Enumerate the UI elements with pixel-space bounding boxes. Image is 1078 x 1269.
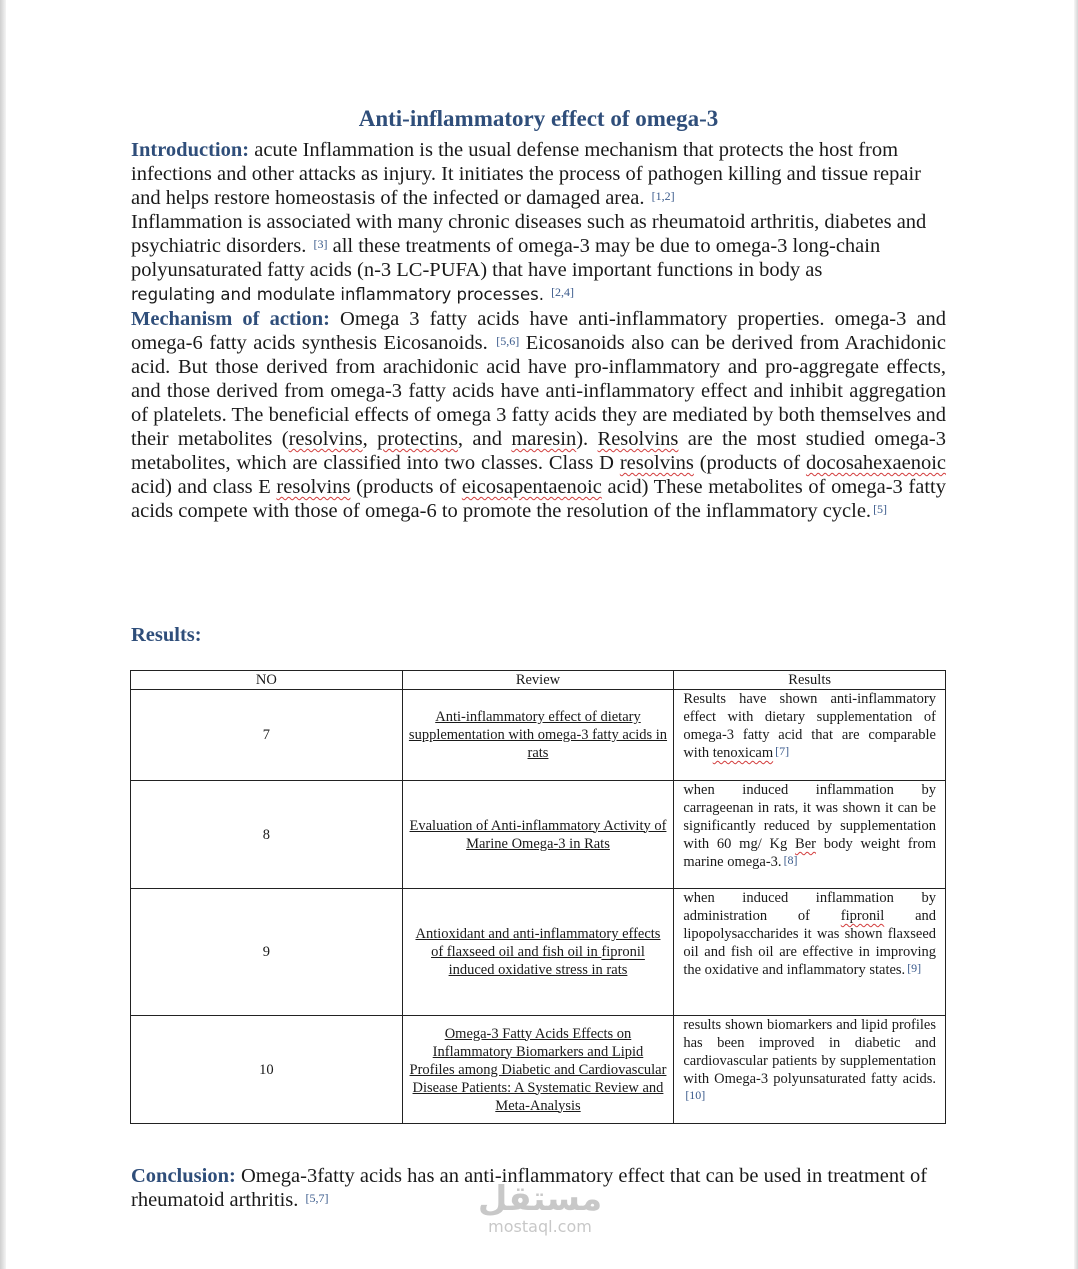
results-heading: Results: <box>131 624 202 646</box>
spellcheck-word[interactable]: Resolvins <box>597 428 679 450</box>
review-title[interactable]: Evaluation of Anti-inflammatory Activity of Marine Omega-3 in Rats <box>409 817 667 852</box>
result-text: Results have shown anti-inflammatory effect with dietary supplementation of omega-3 fatty acid that are comparable with <box>683 691 936 761</box>
spellcheck-word[interactable]: resolvins <box>619 452 694 474</box>
mechanism-heading: Mechanism of action: <box>131 308 330 330</box>
table-header-row <box>131 671 946 690</box>
table-row <box>131 1016 946 1124</box>
citation: [3] <box>313 237 328 251</box>
citation: [5,7] <box>305 1191 329 1205</box>
review-link[interactable] <box>402 690 674 781</box>
conclusion-text: Omega-3fatty acids has an anti-inflammatory effect that can be used in treatment of rheumatoid arthritis. <box>131 1165 928 1211</box>
column-header-results: Results <box>674 671 946 690</box>
mechanism-paragraph <box>131 307 946 523</box>
spellcheck-word[interactable]: Ber <box>795 836 816 852</box>
conclusion-heading: Conclusion: <box>131 1165 236 1187</box>
watermark-arabic: مستقل <box>477 1179 603 1219</box>
results-table <box>130 670 946 1124</box>
introduction-paragraph <box>131 138 946 307</box>
mechanism-text: , <box>362 428 378 450</box>
spellcheck-word[interactable]: protectins <box>377 428 458 450</box>
citation: [1,2] <box>651 189 675 203</box>
result-cell <box>674 690 946 781</box>
result-cell <box>674 1016 946 1124</box>
mechanism-text: Omega 3 fatty acids have anti-inflammatory properties. omega-3 and omega-6 fatty acids synthesis Eicosanoids. <box>131 308 946 354</box>
intro-text-4: regulating and modulate inflammatory processes. <box>131 285 544 304</box>
watermark-latin: mostaql.com <box>488 1217 592 1236</box>
page-title: Anti-inflammatory effect of omega-3 <box>358 106 719 131</box>
spellcheck-word[interactable]: tenoxicam <box>712 745 774 761</box>
citation: [8] <box>783 853 798 867</box>
column-header-no: NO <box>131 671 403 690</box>
spellcheck-word[interactable]: resolvins <box>288 428 363 450</box>
result-text: body weight from marine omega-3. <box>683 836 936 870</box>
row-number: 9 <box>131 889 403 1016</box>
page-edge-shadow <box>0 0 6 1269</box>
mechanism-text: (products of <box>693 452 806 474</box>
mechanism-text: Eicosanoids also can be derived from Arachidonic acid. But those derived from arachidonic acid have pro-inflammatory and pro-aggregate effects, and those derived from omega-3 fatty acids have anti-inflammatory effect and inhibit aggregation of platelets. The beneficial effects of omega 3 fatty acids they are mediated by both themselves and their metabolites ( <box>131 332 946 450</box>
intro-text-2: Inflammation is associated with many chronic diseases such as rheumatoid arthritis, diabetes and psychiatric disorders. <box>131 211 927 257</box>
review-title[interactable]: induced oxidative stress in rats <box>448 962 628 978</box>
result-text: when induced inflammation by administration of <box>683 890 936 924</box>
result-text: results shown biomarkers and lipid profiles has been improved in diabetic and cardiovascular patients by supplementation with Omega-3 polyunsaturated fatty acids. <box>683 1017 936 1087</box>
page-edge-shadow-right <box>1074 0 1078 1269</box>
review-link[interactable] <box>402 1016 674 1124</box>
spellcheck-word[interactable]: docosahexaenoic <box>805 452 946 474</box>
intro-text-3: all these treatments of omega-3 may be due to omega-3 long-chain polyunsaturated fatty acids (n-3 LC-PUFA) that have important functions in body as <box>131 235 881 281</box>
watermark-logo <box>470 1180 610 1236</box>
spellcheck-word[interactable]: resolvins <box>276 476 351 498</box>
mechanism-text: ). <box>576 428 598 450</box>
citation: [9] <box>907 961 922 975</box>
row-number: 10 <box>131 1016 403 1124</box>
table-row <box>131 690 946 781</box>
intro-text-1: acute Inflammation is the usual defense mechanism that protects the host from infections and other attacks as injury. It initiates the process of pathogen killing and tissue repair and helps restore homeostasis of the infected or damaged area. <box>131 139 921 209</box>
review-title[interactable]: Antioxidant and anti-inflammatory effects of flaxseed oil and fish oil in <box>415 926 661 960</box>
review-title[interactable]: Omega-3 Fatty Acids Effects on Inflammatory Biomarkers and Lipid Profiles among Diabetic and Cardiovascular Disease Patients: A Systematic Review and Meta-Analysis <box>409 1025 667 1114</box>
spellcheck-word[interactable]: eicosapentaenoic <box>461 476 602 498</box>
citation: [7] <box>775 744 790 758</box>
result-cell <box>674 781 946 889</box>
result-text: and lipopolysaccharides it was shown flaxseed oil and fish oil are effective in improving the oxidative and inflammatory states. <box>683 908 937 978</box>
spellcheck-word[interactable]: maresin <box>511 428 577 450</box>
spellcheck-word[interactable]: fipronil <box>601 944 645 960</box>
table-row <box>131 889 946 1016</box>
mechanism-text: (products of <box>350 476 462 498</box>
table-row <box>131 781 946 889</box>
introduction-heading: Introduction: <box>131 139 250 161</box>
citation: [5,6] <box>496 334 520 348</box>
citation: [5] <box>873 502 888 516</box>
citation: [2,4] <box>551 285 575 299</box>
review-link[interactable] <box>402 889 674 1016</box>
review-title[interactable]: Anti-inflammatory effect of dietary supplementation with omega-3 fatty acids in rats <box>408 709 668 761</box>
column-header-review: Review <box>402 671 674 690</box>
result-cell <box>674 889 946 1016</box>
citation: [10] <box>685 1088 706 1102</box>
review-link[interactable] <box>402 781 674 889</box>
row-number: 7 <box>131 690 403 781</box>
mechanism-text: , and <box>457 428 512 450</box>
result-text: when induced inflammation by carrageenan in rats, it was shown it can be significantly reduced by supplementation with 60 mg/ Kg <box>683 782 936 852</box>
mechanism-text: acid) and class E <box>131 476 277 498</box>
document-body <box>131 100 946 523</box>
mechanism-text: are the most studied omega-3 metabolites, which are classified into two classes. Class D <box>131 428 946 474</box>
row-number: 8 <box>131 781 403 889</box>
mechanism-text: acid) These metabolites of omega-3 fatty acids compete with those of omega-6 to promote the resolution of the inflammatory cycle. <box>131 476 946 522</box>
spellcheck-word[interactable]: fipronil <box>840 908 885 924</box>
